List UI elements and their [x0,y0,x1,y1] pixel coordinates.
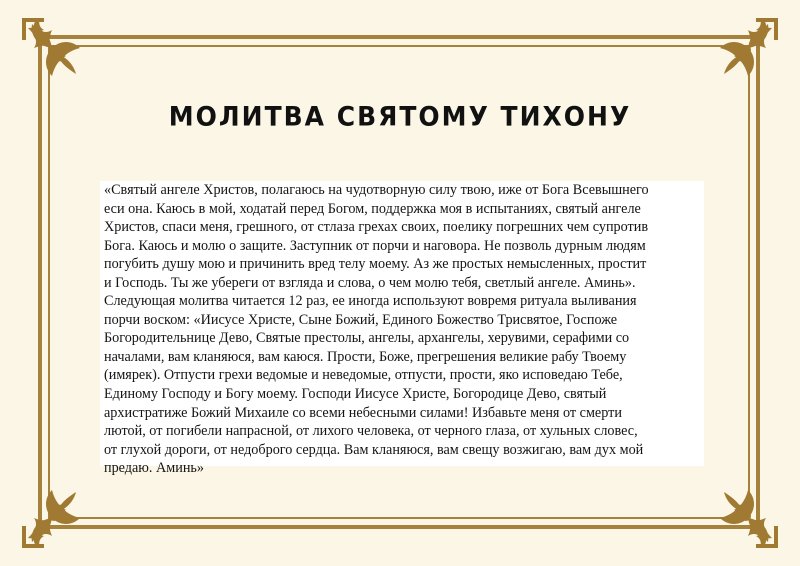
prayer-line: (имярек). Отпусти грехи ведомые и неведомые, отпусти, прости, яко исповедаю Тебе, [104,367,623,384]
prayer-line: лютой, от погибели напрасной, от лихого человека, от черного глаза, от хульных словес, [104,423,638,440]
floral-ornament-icon [14,480,90,556]
prayer-line: порчи воском: «Иисусе Христе, Сыне Божий, Единого Божество Трисвятое, Госпоже [104,311,618,328]
floral-ornament-icon [14,10,90,86]
prayer-line: Бога. Каюсь и молю о защите. Заступник от порчи и наговора. Не позволь дурным людям [104,237,646,254]
prayer-line: предаю. Аминь» [104,460,204,477]
prayer-line: Богородительнице Дево, Святые престолы, ангелы, архангелы, херувими, серафими со [104,330,630,347]
prayer-line: Единому Господу и Богу моему. Господи Иисусе Христе, Богородице Дево, святый [104,386,607,403]
prayer-line: «Святый ангеле Христов, полагаюсь на чудотворную силу твою, иже от Бога Всевышнего [104,182,649,198]
prayer-line: погубить душу мою и причинить вред телу моему. Аз же простых немысленных, простит [104,256,647,273]
prayer-line: еси она. Каюсь в мой, ходатай перед Богом, поддержка моя в испытаниях, святый ангеле [104,200,641,217]
prayer-line: от глухой дороги, от недоброго сердца. Вам кланяюся, вам свещу возжигаю, вам дух мой [104,441,644,458]
prayer-line: Следующая молитва читается 12 раз, ее иногда используют вовремя ритуала выливания [104,293,637,310]
prayer-line: началами, вам кланяюся, вам каюся. Прости, Боже, прегрешения великие рабу Твоему [104,348,627,365]
floral-ornament-icon [710,10,786,86]
floral-ornament-icon [710,480,786,556]
prayer-line: и Господь. Ты же убереги от взгляда и слова, о чем молю тебя, светлый ангеле. Аминь». [104,274,636,291]
page-title: МОЛИТВА СВЯТОМУ ТИХОНУ [168,101,632,132]
prayer-line: архистратиже Божий Михаиле со всеми небесными силами! Избавьте меня от смерти [104,404,622,421]
prayer-line: Христов, спаси меня, грешного, от стлаза грехах своих, поелику погрешних чем супротив [104,219,649,236]
prayer-text [104,181,704,478]
